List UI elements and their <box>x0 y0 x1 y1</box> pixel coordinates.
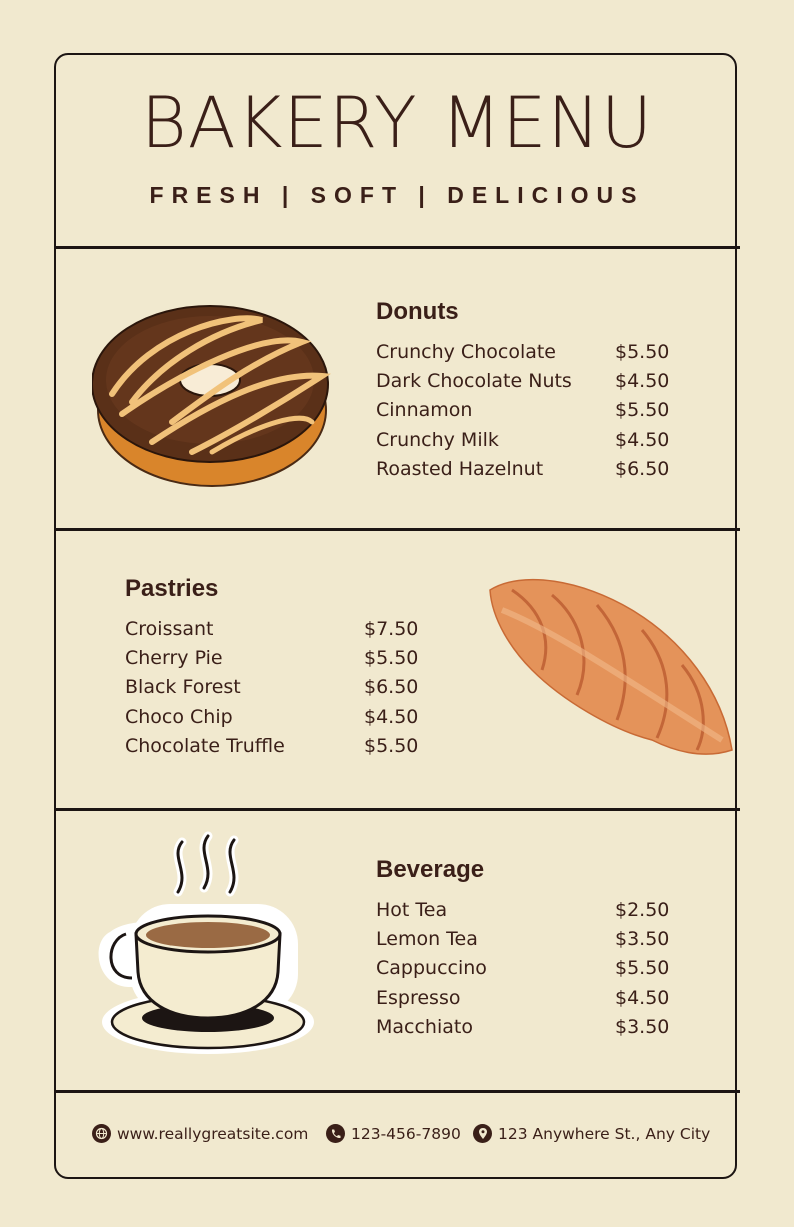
item-price: $5.50 <box>615 957 670 980</box>
item-name: Hot Tea <box>376 899 448 921</box>
location-pin-icon <box>473 1124 492 1143</box>
item-price: $4.50 <box>615 428 670 451</box>
item-name: Cappuccino <box>376 957 487 980</box>
item-price: $5.50 <box>364 734 419 757</box>
divider-pastries <box>54 808 740 811</box>
menu-item <box>376 1016 676 1045</box>
item-price: $5.50 <box>615 399 670 422</box>
address-text: 123 Anywhere St., Any City <box>498 1124 711 1143</box>
category-title-pastries: Pastries <box>125 575 219 602</box>
menu-item <box>125 647 425 676</box>
item-name: Lemon Tea <box>376 928 478 951</box>
item-price: $5.50 <box>615 341 670 363</box>
menu-item <box>125 735 425 764</box>
category-title-donuts: Donuts <box>376 298 459 325</box>
footer-website[interactable] <box>92 1124 308 1143</box>
menu-item <box>376 957 676 986</box>
item-price: $4.50 <box>364 705 419 728</box>
menu-item <box>376 928 676 957</box>
item-price: $3.50 <box>615 1015 670 1038</box>
item-name: Cinnamon <box>376 399 473 422</box>
item-price: $6.50 <box>615 457 670 480</box>
divider-donuts <box>54 528 740 531</box>
phone-text[interactable]: 123-456-7890 <box>351 1124 461 1143</box>
item-name: Crunchy Milk <box>376 428 499 451</box>
menu-item <box>125 676 425 705</box>
item-price: $7.50 <box>364 618 419 640</box>
menu-item <box>376 987 676 1016</box>
donut-illustration <box>92 302 334 492</box>
menu-item <box>376 341 676 370</box>
item-name: Croissant <box>125 618 214 640</box>
menu-item <box>376 370 676 399</box>
category-title-beverage: Beverage <box>376 856 485 883</box>
croissant-illustration <box>482 570 738 764</box>
item-price: $6.50 <box>364 676 419 699</box>
item-name: Chocolate Truffle <box>125 734 285 757</box>
item-price: $3.50 <box>615 928 670 951</box>
item-name: Black Forest <box>125 676 241 699</box>
website-text[interactable]: www.reallygreatsite.com <box>117 1124 309 1143</box>
page-title: BAKERY MENU <box>140 82 654 164</box>
menu-item <box>125 706 425 735</box>
menu-item <box>125 618 425 647</box>
item-name: Roasted Hazelnut <box>376 457 544 480</box>
item-price: $5.50 <box>364 647 419 670</box>
divider-beverage <box>54 1090 740 1093</box>
menu-item <box>376 399 676 428</box>
phone-icon <box>326 1124 345 1143</box>
menu-item <box>376 429 676 458</box>
globe-icon <box>92 1124 111 1143</box>
item-name: Macchiato <box>376 1015 473 1038</box>
page-tagline: FRESH | SOFT | DELICIOUS <box>149 182 645 208</box>
footer-phone[interactable] <box>326 1124 461 1143</box>
coffee-cup-illustration <box>90 822 318 1062</box>
item-name: Espresso <box>376 986 461 1009</box>
menu-item <box>376 899 676 928</box>
item-name: Cherry Pie <box>125 647 223 670</box>
item-name: Dark Chocolate Nuts <box>376 370 572 393</box>
item-price: $2.50 <box>615 899 670 921</box>
footer <box>92 1124 732 1150</box>
donuts-list <box>376 341 676 487</box>
footer-address <box>473 1124 710 1143</box>
item-price: $4.50 <box>615 370 670 393</box>
pastries-list <box>125 618 425 764</box>
item-name: Crunchy Chocolate <box>376 341 556 363</box>
beverage-list <box>376 899 676 1045</box>
item-name: Choco Chip <box>125 705 233 728</box>
item-price: $4.50 <box>615 986 670 1009</box>
menu-item <box>376 458 676 487</box>
divider-header <box>54 246 740 249</box>
